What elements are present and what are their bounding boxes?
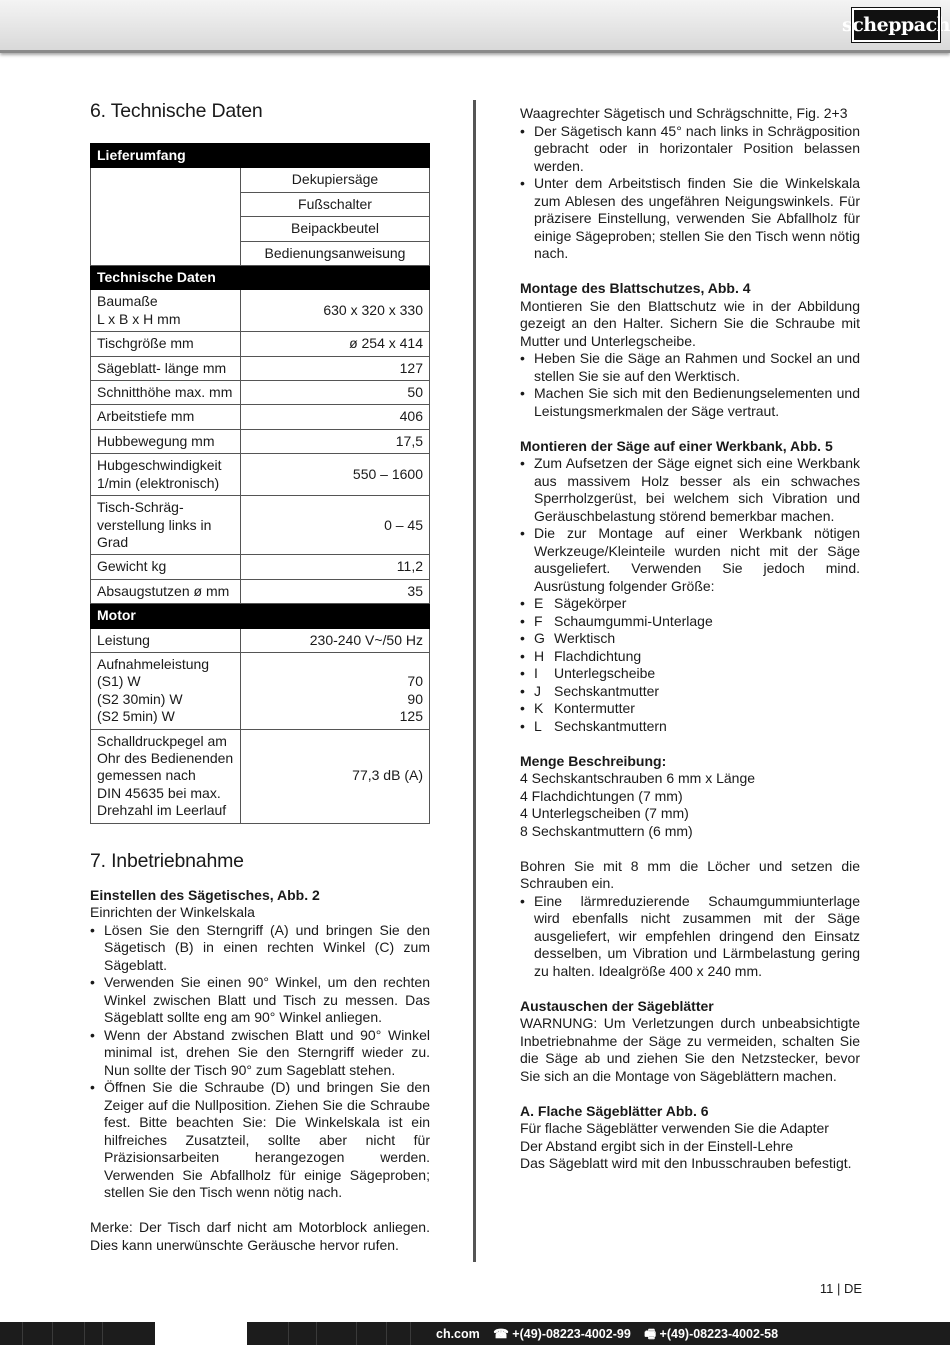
part-item <box>520 665 860 683</box>
spec-value: 77,3 dB (A) <box>241 729 430 823</box>
table-row <box>91 628 430 652</box>
column-divider <box>473 100 476 1262</box>
spec-value: 406 <box>241 405 430 429</box>
list-item: • Machen Sie sich mit den Bedienungselementen und Leistungsmerkmalen der Säge vertraut. <box>520 385 860 420</box>
table-row <box>91 429 430 453</box>
spec-value: 70 90 125 <box>241 652 430 729</box>
part-item <box>520 630 860 648</box>
part-label: Flachdichtung <box>554 647 642 664</box>
spec-label: Hubbewegung mm <box>91 429 241 453</box>
text-lines <box>520 1120 860 1173</box>
list-item: • Eine lärmreduzierende Schaumgummiunterlage wird ebenfalls nicht zusammen mit der Säge ausgeliefert, wir empfehlen dringend den Einsatz desselben, um Vibration und Lärmbelastung gering zu halten. Idealgröße 400 x 240 mm. <box>520 893 860 981</box>
text-line: Der Abstand ergibt sich in der Einstell-Lehre <box>520 1137 794 1154</box>
paragraph-title: Austauschen der Sägeblätter <box>520 997 714 1014</box>
spec-value: 50 <box>241 381 430 405</box>
table-blank-cell <box>91 168 241 266</box>
text-line: 4 Flachdichtungen (7 mm) <box>520 787 683 804</box>
table-row <box>91 496 430 555</box>
scope-item: Fußschalter <box>241 192 430 216</box>
scope-item: Dekupiersäge <box>241 168 430 192</box>
part-label: Schaumgummi-Unterlage <box>554 612 713 629</box>
spec-label: Leistung <box>91 628 241 652</box>
list-item: • Zum Aufsetzen der Säge eignet sich eine Werkbank aus massivem Holz besser als ein schwaches Sperrholzgerüst, bei welchem sich Vibration und Geräuschbelastung störend bemerkbar machen. <box>520 455 860 525</box>
spec-value: 35 <box>241 579 430 603</box>
part-label: Sechskantmuttern <box>554 717 667 734</box>
spec-label: Tisch-Schräg- verstellung links in Grad <box>91 496 241 555</box>
list-item: • Verwenden Sie einen 90° Winkel, um den rechten Winkel zwischen Blatt und Tisch zu messen. Das Sägeblatt sollte eng am 90° Winkel anliegen. <box>90 974 430 1027</box>
table-section-header: Technische Daten <box>91 266 430 290</box>
table-row <box>91 290 430 332</box>
table-row <box>91 729 430 823</box>
paragraph-title: Waagrechter Sägetisch und Schrägschnitte, Fig. 2+3 <box>520 105 848 121</box>
paragraph-title: Montage des Blattschutzes, Abb. 4 <box>520 280 751 296</box>
text-line: Für flache Sägeblätter verwenden Sie die Adapter <box>520 1120 829 1136</box>
spec-value: 630 x 320 x 330 <box>241 290 430 332</box>
list-item: • Der Sägetisch kann 45° nach links in Schrägposition gebracht oder in horizontaler Position belassen werden. <box>520 123 860 176</box>
part-label: Kontermutter <box>554 700 635 716</box>
brand-logo: scheppach <box>852 8 940 42</box>
footer-bar <box>0 1322 950 1345</box>
part-label: Werktisch <box>554 630 616 646</box>
paragraph-text: Montieren Sie den Blattschutz wie in der Abbildung gezeigt an den Halter. Sichern Sie die Schraube mit Mutter und Unterlegscheibe. <box>520 297 860 349</box>
spec-label: Schalldruckpegel am Ohr des Bedienenden gemessen nach DIN 45635 bei max. Drehzahl im Leerlauf <box>91 729 241 823</box>
spec-value: 11,2 <box>241 555 430 579</box>
table-row <box>91 652 430 729</box>
paragraph-title: A. Flache Sägeblätter Abb. 6 <box>520 1102 709 1119</box>
table-section-row <box>91 604 430 628</box>
subsection-intro: Einrichten der Winkelskala <box>90 904 255 921</box>
bullet-list <box>520 123 860 263</box>
spec-value: ø 254 x 414 <box>241 332 430 356</box>
subsection-title: Einstellen des Sägetisches, Abb. 2 <box>90 886 320 903</box>
list-item: • Heben Sie die Säge an Rahmen und Sockel an und stellen Sie sie auf den Werktisch. <box>520 350 860 385</box>
scope-item: Beipackbeutel <box>241 217 430 241</box>
spec-value: 0 – 45 <box>241 496 430 555</box>
bullet-list <box>520 350 860 420</box>
text-line: 8 Sechskantmuttern (6 mm) <box>520 822 693 839</box>
table-row <box>91 405 430 429</box>
part-item <box>520 648 860 666</box>
footer-fax: 🖷 +(49)-08223-4002-58 <box>644 1327 779 1341</box>
footer-web: ch.com <box>436 1327 480 1341</box>
technical-data-table <box>90 143 430 824</box>
page-number: 11 | DE <box>819 1281 862 1296</box>
part-key: • G <box>534 630 545 646</box>
part-item <box>520 595 860 613</box>
spec-label: Baumaße L x B x H mm <box>91 290 241 332</box>
part-key: • K <box>534 700 544 716</box>
table-row <box>91 454 430 496</box>
footer-white-block <box>155 1322 247 1345</box>
text-line: Das Sägeblatt wird mit den Inbusschrauben befestigt. <box>520 1155 852 1171</box>
spec-value: 127 <box>241 356 430 380</box>
list-item: • Unter dem Arbeitstisch finden Sie die Winkelskala zum Ablesen des ungefähren Neigungswinkels. Für präzisere Einstellung, verwenden Sie Abfallholz für einige Sägeproben; stellen Sie den Tisch wenn nötig nach. <box>520 175 860 263</box>
part-key: • E <box>534 595 544 611</box>
spec-label: Tischgröße mm <box>91 332 241 356</box>
warning-text: WARNUNG: Um Verletzungen durch unbeabsichtigte Inbetriebnahme der Säge zu vermeiden, schalten Sie die Säge ab und ziehen Sie den Netzstecker, bevor Sie sich an die Montage von Sägeblättern machen. <box>520 1015 860 1084</box>
part-key: • H <box>534 647 545 664</box>
spec-value: 230-240 V~/50 Hz <box>241 628 430 652</box>
list-item: • Wenn der Abstand zwischen Blatt und 90° Winkel minimal ist, drehen Sie den Sterngriff wieder zu. Nun sollte der Tisch 90° zum Sageblatt stehen. <box>90 1027 430 1080</box>
spec-label: Absaugstutzen ø mm <box>91 579 241 603</box>
paragraph-text: Bohren Sie mit 8 mm die Löcher und setzen die Schrauben ein. <box>520 857 860 891</box>
footer-contact <box>436 1325 788 1346</box>
part-key: • I <box>534 665 538 681</box>
quantity-list <box>520 770 860 840</box>
table-section-row <box>91 144 430 168</box>
spec-value: 550 – 1600 <box>241 454 430 496</box>
text-line: 4 Unterlegscheiben (7 mm) <box>520 805 689 821</box>
text-line: 4 Sechskantschrauben 6 mm x Länge <box>520 770 756 786</box>
part-label: Sägekörper <box>554 595 627 611</box>
part-item <box>520 613 860 631</box>
table-row <box>91 356 430 380</box>
spec-label: Arbeitstiefe mm <box>91 405 241 429</box>
bullet-list <box>520 455 860 595</box>
right-column <box>520 105 860 1173</box>
part-key: • L <box>534 717 542 734</box>
table-section-header: Lieferumfang <box>91 144 430 168</box>
part-label: Sechskantmutter <box>554 682 660 699</box>
section-7-body <box>90 887 430 1255</box>
part-label: Unterlegscheibe <box>554 665 656 681</box>
list-item: • Die zur Montage auf einer Werkbank nötigen Werkzeuge/Kleinteile wurden nicht mit der Säge ausgeliefert. Verwenden Sie jedoch mind. Ausrüstung folgender Größe: <box>520 525 860 595</box>
paragraph-title: Menge Beschreibung: <box>520 752 667 769</box>
spec-label: Schnitthöhe max. mm <box>91 381 241 405</box>
header-bar <box>0 0 950 53</box>
note-text: Merke: Der Tisch darf nicht am Motorblock anliegen. Dies kann unerwünschte Geräusche hervor rufen. <box>90 1219 430 1253</box>
bullet-list <box>520 893 860 981</box>
part-item <box>520 718 860 736</box>
table-row <box>91 168 430 192</box>
table-row <box>91 579 430 603</box>
table-row <box>91 555 430 579</box>
parts-list <box>520 595 860 735</box>
list-item: • Öffnen Sie die Schraube (D) und bringen Sie den Zeiger auf die Nullposition. Ziehen Sie die Schraube fest. Bitte beachten Sie: Die Winkelskala ist ein hilfreiches Zusatzteil, sollte aber nicht für Präzisionsarbeiten herangezogen werden. Verwenden Sie Abfallholz für einige Sägeproben; stellen Sie den Tisch wenn nötig nach. <box>90 1079 430 1202</box>
table-row <box>91 332 430 356</box>
bullet-list <box>90 922 430 1202</box>
spec-label: Sägeblatt- länge mm <box>91 356 241 380</box>
part-key: • F <box>534 612 543 629</box>
table-row <box>91 381 430 405</box>
spec-value: 17,5 <box>241 429 430 453</box>
list-item: • Lösen Sie den Sterngriff (A) und bringen Sie den Sägetisch (B) in einen rechten Winkel (C) zum Sägeblatt. <box>90 922 430 975</box>
section-6-title: 6. Technische Daten <box>90 100 263 122</box>
paragraph-title: Montieren der Säge auf einer Werkbank, Abb. 5 <box>520 437 833 454</box>
table-section-row <box>91 266 430 290</box>
left-column <box>90 96 430 1254</box>
table-section-header: Motor <box>91 604 430 628</box>
footer-phone: ☎ +(49)-08223-4002-99 <box>493 1327 631 1341</box>
spec-label: Aufnahmeleistung (S1) W (S2 30min) W (S2 5min) W <box>91 652 241 729</box>
section-7-title: 7. Inbetriebnahme <box>90 849 244 872</box>
scope-item: Bedienungsanweisung <box>241 241 430 265</box>
part-item <box>520 683 860 701</box>
part-item <box>520 700 860 718</box>
spec-label: Gewicht kg <box>91 555 241 579</box>
part-key: • J <box>534 682 541 699</box>
spec-label: Hubgeschwindigkeit 1/min (elektronisch) <box>91 454 241 496</box>
